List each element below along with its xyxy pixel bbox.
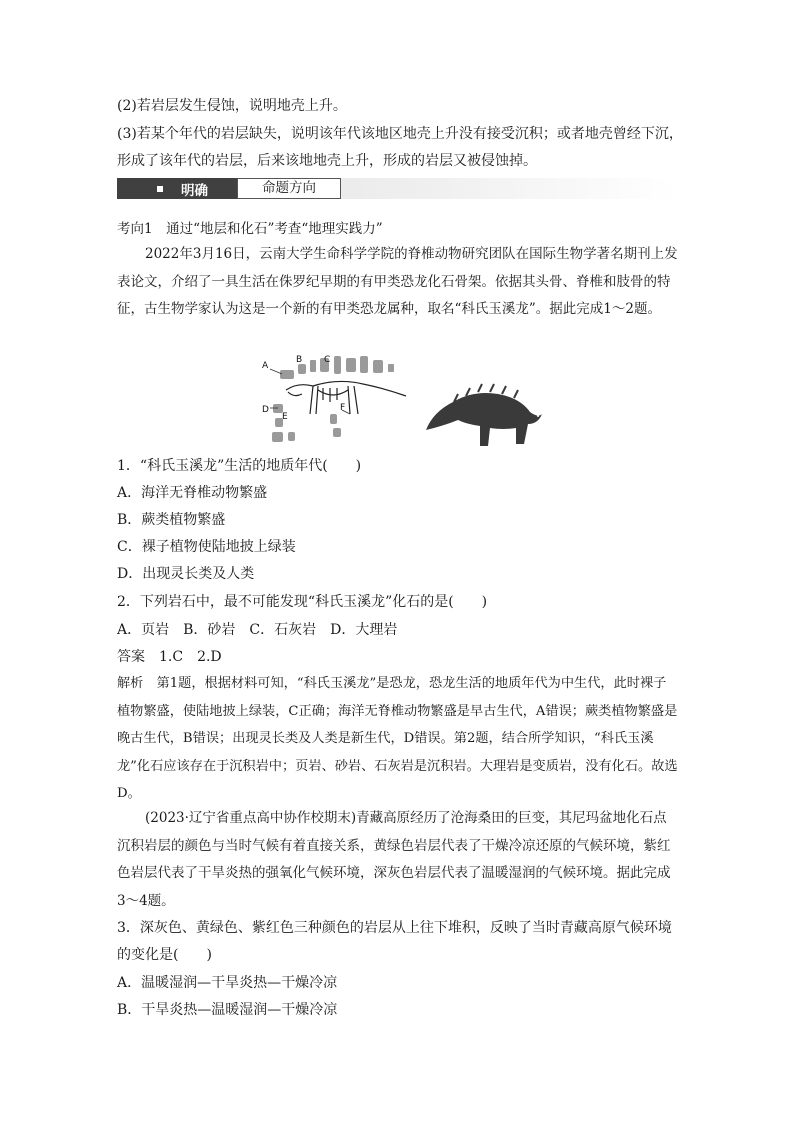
- dinosaur-illustration: [258, 352, 548, 452]
- figure-label-d: D: [262, 405, 269, 415]
- material-2: (2023·辽宁省重点高中协作校期末)青藏高原经历了沧海桑田的巨变，其尼玛盆地化石点沉积岩层的颜色与当时气候有着直接关系，黄绿色岩层代表了干燥冷凉还原的气候环境，紫红色岩层代表了干旱炎热的强氧化气候环境，深灰色岩层代表了温暖湿润的气候环境。据此完成3～4题。: [117, 810, 671, 909]
- figure-label-a: A: [262, 361, 269, 371]
- answer-key: 答案 1.C 2.D: [117, 649, 222, 665]
- question-3-stem: 3．深灰色、黄绿色、紫红色三种颜色的岩层从上往下堆积，反映了当时青藏高原气候环境的变化是( ): [117, 920, 672, 963]
- section-banner: [117, 178, 677, 199]
- analysis: 解析 第1题，根据材料可知，“科氏玉溪龙”是恐龙，恐龙生活的地质年代为中生代，此时裸子植物繁盛，使陆地披上绿装，C正确；海洋无脊椎动物繁盛是早古生代，A错误；蕨类植物繁盛是晚古生代，B错误；出现灵长类及人类是新生代，D错误。第2题，结合所学知识，“科氏玉溪龙”化石应该存在于沉积岩中；页岩、砂岩、石灰岩是沉积岩。大理岩是变质岩，没有化石。故选D。: [117, 676, 678, 801]
- figure-label-b: B: [296, 355, 303, 365]
- intro-point-3-continued: 形成了该年代的岩层，后来该地地壳上升，形成的岩层又被侵蚀掉。: [117, 153, 537, 169]
- question-3-option-b: B．干旱炎热—温暖湿润—干燥冷凉: [117, 1002, 338, 1018]
- question-2-stem: 2．下列岩石中，最不可能发现“科氏玉溪龙”化石的是( ): [117, 594, 488, 610]
- question-1-option-b: B．蕨类植物繁盛: [117, 512, 226, 528]
- intro-point-3: (3)若某个年代的岩层缺失，说明该年代该地区地壳上升没有接受沉积；或者地壳曾经下沉，: [117, 126, 683, 142]
- dinosaur-figure: [258, 352, 548, 452]
- material-1: 2022年3月16日，云南大学生命科学学院的脊椎动物研究团队在国际生物学著名期刊上发表论文，介绍了一具生活在侏罗纪早期的有甲类恐龙化石骨架。依据其头骨、脊椎和肢骨的特征，古生物学家认为这是一个新的有甲类恐龙属种，取名“科氏玉溪龙”。据此完成1～2题。: [117, 246, 678, 317]
- question-3-option-a: A．温暖湿润—干旱炎热—干燥冷凉: [117, 975, 338, 991]
- figure-label-c: C: [324, 355, 331, 365]
- intro-point-2: (2)若岩层发生侵蚀，说明地壳上升。: [117, 98, 347, 114]
- question-1-option-c: C．裸子植物使陆地披上绿装: [117, 539, 296, 555]
- question-1-stem: 1．“科氏玉溪龙”生活的地质年代( ): [117, 458, 362, 474]
- section-heading: 考向1 通过“地层和化石”考查“地理实践力”: [117, 221, 383, 237]
- skeleton-outline: [286, 381, 406, 414]
- question-2-options: A．页岩 B．砂岩 C．石灰岩 D．大理岩: [117, 622, 398, 638]
- banner-dark-label: 明确: [181, 182, 208, 199]
- bone-fragments: [272, 356, 394, 442]
- figure-label-f: F: [340, 403, 346, 413]
- banner-dark-tab: [117, 178, 237, 199]
- banner-box-label: 命题方向: [237, 178, 341, 199]
- square-bullet-icon: [157, 186, 163, 192]
- figure-label-e: E: [282, 412, 288, 422]
- question-1-option-a: A．海洋无脊椎动物繁盛: [117, 485, 268, 501]
- question-1-option-d: D．出现灵长类及人类: [117, 566, 255, 582]
- armored-dinosaur-reconstruction: [426, 384, 542, 446]
